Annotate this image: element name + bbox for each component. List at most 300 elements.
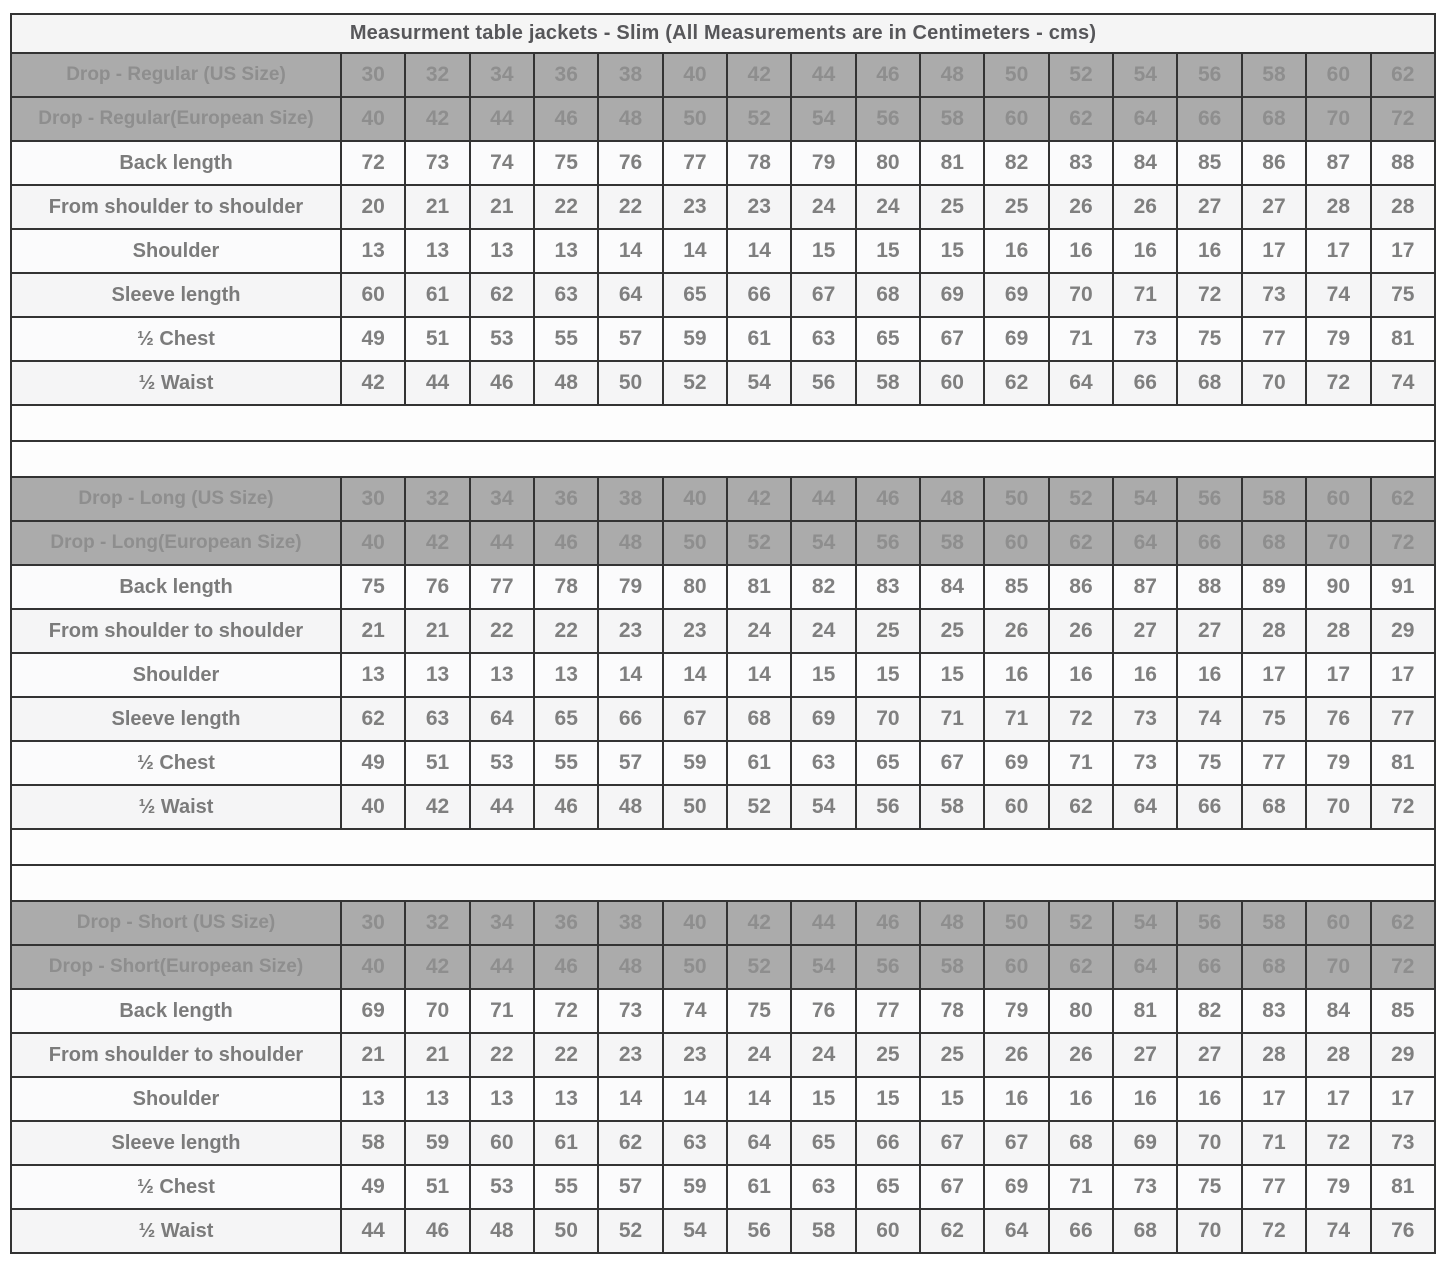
measurement-value-cell: 62 [341,697,405,741]
us-size-cell: 60 [1306,477,1370,521]
measurement-value-cell: 67 [984,1121,1048,1165]
measurement-value-cell: 26 [984,609,1048,653]
measurement-value-cell: 62 [470,273,534,317]
us-size-cell: 52 [1049,901,1113,945]
measurement-row-label: ½ Waist [11,785,341,829]
eu-size-cell: 72 [1371,945,1436,989]
eu-size-cell: 64 [1113,945,1177,989]
measurement-value-cell: 77 [1371,697,1436,741]
measurement-value-cell: 64 [1113,785,1177,829]
measurement-value-cell: 25 [856,609,920,653]
measurement-value-cell: 60 [920,361,984,405]
measurement-value-cell: 81 [727,565,791,609]
size-header-label: Drop - Regular (US Size) [11,53,341,97]
us-size-cell: 62 [1371,477,1436,521]
section-spacer-row [11,829,1435,865]
size-header-label: Drop - Regular(European Size) [11,97,341,141]
measurement-value-cell: 79 [1306,741,1370,785]
eu-size-cell: 62 [1049,945,1113,989]
measurement-value-cell: 82 [791,565,855,609]
measurement-value-cell: 59 [663,1165,727,1209]
measurement-value-cell: 16 [1049,653,1113,697]
us-size-cell: 62 [1371,901,1436,945]
measurement-value-cell: 71 [1049,741,1113,785]
measurement-value-cell: 79 [791,141,855,185]
measurement-value-cell: 72 [1371,785,1436,829]
eu-size-cell: 60 [984,97,1048,141]
measurement-value-cell: 78 [727,141,791,185]
measurement-row-label: ½ Waist [11,1209,341,1253]
eu-size-cell: 56 [856,945,920,989]
measurement-value-cell: 77 [663,141,727,185]
us-size-cell: 36 [534,53,598,97]
measurement-row-label: ½ Waist [11,361,341,405]
eu-size-cell: 64 [1113,97,1177,141]
us-size-cell: 34 [470,477,534,521]
measurement-value-cell: 25 [984,185,1048,229]
measurement-value-cell: 84 [1113,141,1177,185]
eu-size-header-row-long [11,521,1435,565]
measurement-value-cell: 60 [470,1121,534,1165]
us-size-cell: 60 [1306,53,1370,97]
measurement-value-cell: 51 [405,1165,469,1209]
spacer-cell [11,829,1435,865]
measurement-value-cell: 75 [534,141,598,185]
measurement-value-cell: 24 [791,185,855,229]
measurement-value-cell: 89 [1242,565,1306,609]
measurement-value-cell: 13 [470,653,534,697]
measurement-value-cell: 75 [1177,741,1241,785]
measurement-value-cell: 75 [1371,273,1436,317]
eu-size-cell: 60 [984,945,1048,989]
us-size-cell: 36 [534,901,598,945]
spacer-cell [11,865,1435,901]
measurement-value-cell: 76 [1306,697,1370,741]
measurement-value-cell: 73 [405,141,469,185]
measurement-value-cell: 44 [341,1209,405,1253]
measurement-row [11,141,1435,185]
measurement-value-cell: 21 [341,1033,405,1077]
measurement-row [11,273,1435,317]
measurement-value-cell: 55 [534,741,598,785]
measurement-value-cell: 16 [1177,653,1241,697]
eu-size-cell: 56 [856,521,920,565]
measurement-value-cell: 69 [1113,1121,1177,1165]
measurement-value-cell: 53 [470,741,534,785]
measurement-row [11,609,1435,653]
table-body [11,53,1435,1253]
measurement-value-cell: 66 [1177,785,1241,829]
us-size-cell: 38 [598,901,662,945]
measurement-value-cell: 14 [598,653,662,697]
eu-size-cell: 50 [663,97,727,141]
measurement-value-cell: 72 [1306,1121,1370,1165]
measurement-value-cell: 69 [920,273,984,317]
measurement-value-cell: 54 [727,361,791,405]
measurement-row-label: Sleeve length [11,697,341,741]
measurement-value-cell: 27 [1177,609,1241,653]
measurement-value-cell: 26 [1049,1033,1113,1077]
eu-size-cell: 42 [405,521,469,565]
size-header-label: Drop - Long(European Size) [11,521,341,565]
eu-size-cell: 68 [1242,97,1306,141]
measurement-value-cell: 16 [1049,1077,1113,1121]
measurement-value-cell: 51 [405,741,469,785]
measurement-value-cell: 14 [663,1077,727,1121]
measurement-value-cell: 88 [1177,565,1241,609]
measurement-value-cell: 74 [1306,1209,1370,1253]
measurement-value-cell: 27 [1113,609,1177,653]
measurement-value-cell: 74 [470,141,534,185]
measurement-value-cell: 73 [1113,317,1177,361]
measurement-value-cell: 70 [1306,785,1370,829]
us-size-cell: 52 [1049,53,1113,97]
measurement-value-cell: 81 [1371,741,1436,785]
us-size-cell: 54 [1113,477,1177,521]
measurement-row-label: From shoulder to shoulder [11,1033,341,1077]
measurement-value-cell: 67 [920,741,984,785]
us-size-cell: 48 [920,477,984,521]
measurement-row [11,1077,1435,1121]
measurement-value-cell: 24 [791,609,855,653]
eu-size-cell: 42 [405,945,469,989]
measurement-value-cell: 24 [856,185,920,229]
us-size-cell: 46 [856,901,920,945]
measurement-value-cell: 66 [1049,1209,1113,1253]
measurement-value-cell: 91 [1371,565,1436,609]
measurement-value-cell: 85 [984,565,1048,609]
measurement-row-label: Back length [11,989,341,1033]
measurement-value-cell: 70 [856,697,920,741]
measurement-value-cell: 68 [1177,361,1241,405]
measurement-value-cell: 65 [791,1121,855,1165]
measurement-value-cell: 22 [470,609,534,653]
us-size-cell: 42 [727,477,791,521]
spacer-cell [11,405,1435,441]
measurement-value-cell: 44 [470,785,534,829]
measurement-value-cell: 17 [1242,1077,1306,1121]
measurement-value-cell: 29 [1371,609,1436,653]
measurement-value-cell: 13 [405,229,469,273]
eu-size-cell: 52 [727,97,791,141]
us-size-cell: 54 [1113,901,1177,945]
measurement-value-cell: 77 [470,565,534,609]
measurement-value-cell: 55 [534,1165,598,1209]
us-size-cell: 32 [405,477,469,521]
eu-size-cell: 58 [920,521,984,565]
us-size-cell: 40 [663,477,727,521]
measurement-value-cell: 24 [727,1033,791,1077]
measurement-value-cell: 62 [1049,785,1113,829]
us-size-cell: 40 [663,901,727,945]
measurement-value-cell: 63 [405,697,469,741]
eu-size-cell: 58 [920,945,984,989]
measurement-row [11,229,1435,273]
measurement-value-cell: 54 [791,785,855,829]
measurement-value-cell: 81 [1371,1165,1436,1209]
measurement-value-cell: 63 [663,1121,727,1165]
measurement-value-cell: 58 [341,1121,405,1165]
measurement-value-cell: 71 [1242,1121,1306,1165]
measurement-value-cell: 70 [1177,1121,1241,1165]
measurement-value-cell: 75 [341,565,405,609]
measurement-value-cell: 61 [727,1165,791,1209]
measurement-value-cell: 49 [341,741,405,785]
measurement-value-cell: 79 [1306,317,1370,361]
measurement-row [11,317,1435,361]
eu-size-cell: 54 [791,521,855,565]
measurement-value-cell: 56 [727,1209,791,1253]
us-size-header-row-long [11,477,1435,521]
us-size-cell: 38 [598,477,662,521]
size-header-label: Drop - Short (US Size) [11,901,341,945]
eu-size-cell: 44 [470,521,534,565]
us-size-cell: 44 [791,901,855,945]
measurement-row [11,1165,1435,1209]
measurement-row [11,989,1435,1033]
measurement-value-cell: 69 [984,741,1048,785]
measurement-value-cell: 60 [856,1209,920,1253]
us-size-cell: 58 [1242,53,1306,97]
measurement-value-cell: 67 [920,1165,984,1209]
measurement-value-cell: 65 [534,697,598,741]
measurement-value-cell: 77 [1242,741,1306,785]
measurement-value-cell: 77 [1242,1165,1306,1209]
measurement-row-label: Shoulder [11,229,341,273]
section-spacer-row [11,441,1435,477]
measurement-value-cell: 68 [727,697,791,741]
measurement-value-cell: 28 [1306,185,1370,229]
measurement-value-cell: 52 [727,785,791,829]
measurement-value-cell: 28 [1242,1033,1306,1077]
us-size-cell: 30 [341,477,405,521]
eu-size-cell: 42 [405,97,469,141]
measurement-value-cell: 73 [1113,697,1177,741]
measurement-value-cell: 14 [727,653,791,697]
measurement-value-cell: 64 [1049,361,1113,405]
eu-size-cell: 64 [1113,521,1177,565]
eu-size-cell: 40 [341,97,405,141]
measurement-value-cell: 67 [920,1121,984,1165]
measurement-value-cell: 44 [405,361,469,405]
measurement-value-cell: 72 [1242,1209,1306,1253]
us-size-cell: 56 [1177,53,1241,97]
measurement-value-cell: 53 [470,317,534,361]
measurement-value-cell: 67 [663,697,727,741]
us-size-cell: 56 [1177,901,1241,945]
measurement-value-cell: 82 [984,141,1048,185]
measurement-value-cell: 58 [920,785,984,829]
measurement-value-cell: 48 [534,361,598,405]
us-size-cell: 58 [1242,477,1306,521]
measurement-value-cell: 25 [920,1033,984,1077]
measurement-value-cell: 15 [920,229,984,273]
measurement-value-cell: 15 [920,1077,984,1121]
measurement-value-cell: 71 [920,697,984,741]
measurement-value-cell: 27 [1113,1033,1177,1077]
eu-size-cell: 70 [1306,521,1370,565]
measurement-row-label: ½ Chest [11,741,341,785]
measurement-value-cell: 13 [470,229,534,273]
measurement-value-cell: 68 [1113,1209,1177,1253]
measurement-value-cell: 81 [920,141,984,185]
eu-size-cell: 60 [984,521,1048,565]
measurement-row-label: Sleeve length [11,1121,341,1165]
measurement-value-cell: 49 [341,317,405,361]
measurement-value-cell: 23 [727,185,791,229]
measurement-row-label: Shoulder [11,653,341,697]
measurement-value-cell: 58 [856,361,920,405]
measurement-value-cell: 23 [598,609,662,653]
measurement-row [11,697,1435,741]
measurement-value-cell: 16 [1113,653,1177,697]
measurement-value-cell: 88 [1371,141,1436,185]
us-size-cell: 30 [341,901,405,945]
measurement-value-cell: 22 [470,1033,534,1077]
measurement-value-cell: 75 [1177,1165,1241,1209]
measurement-row [11,785,1435,829]
measurement-value-cell: 21 [470,185,534,229]
measurement-value-cell: 17 [1306,1077,1370,1121]
measurement-value-cell: 75 [1242,697,1306,741]
measurement-value-cell: 15 [856,1077,920,1121]
eu-size-cell: 72 [1371,97,1436,141]
measurement-value-cell: 65 [663,273,727,317]
measurement-value-cell: 56 [791,361,855,405]
measurement-value-cell: 14 [598,1077,662,1121]
measurement-value-cell: 71 [1113,273,1177,317]
measurement-value-cell: 87 [1113,565,1177,609]
measurement-value-cell: 69 [984,1165,1048,1209]
measurement-value-cell: 66 [856,1121,920,1165]
measurement-value-cell: 14 [727,229,791,273]
measurement-value-cell: 13 [405,653,469,697]
measurement-row [11,1121,1435,1165]
measurement-value-cell: 21 [405,1033,469,1077]
measurement-value-cell: 62 [920,1209,984,1253]
us-size-cell: 52 [1049,477,1113,521]
measurement-value-cell: 53 [470,1165,534,1209]
measurement-value-cell: 15 [856,653,920,697]
us-size-cell: 56 [1177,477,1241,521]
measurement-value-cell: 76 [1371,1209,1436,1253]
measurement-value-cell: 79 [598,565,662,609]
us-size-cell: 40 [663,53,727,97]
measurement-value-cell: 29 [1371,1033,1436,1077]
measurement-value-cell: 13 [534,1077,598,1121]
measurement-value-cell: 62 [598,1121,662,1165]
measurement-value-cell: 86 [1049,565,1113,609]
measurement-row [11,1033,1435,1077]
measurement-value-cell: 24 [727,609,791,653]
measurement-value-cell: 28 [1371,185,1436,229]
measurement-value-cell: 17 [1242,229,1306,273]
measurement-value-cell: 28 [1242,609,1306,653]
measurement-value-cell: 63 [791,317,855,361]
measurement-value-cell: 77 [856,989,920,1033]
measurement-table [10,13,1436,1254]
measurement-value-cell: 15 [920,653,984,697]
eu-size-cell: 70 [1306,97,1370,141]
measurement-value-cell: 25 [856,1033,920,1077]
us-size-cell: 44 [791,53,855,97]
measurement-value-cell: 28 [1306,1033,1370,1077]
measurement-value-cell: 23 [598,1033,662,1077]
measurement-value-cell: 65 [856,1165,920,1209]
measurement-value-cell: 72 [1177,273,1241,317]
us-size-cell: 34 [470,53,534,97]
measurement-value-cell: 63 [534,273,598,317]
measurement-value-cell: 13 [534,653,598,697]
measurement-value-cell: 75 [727,989,791,1033]
measurement-value-cell: 26 [1049,185,1113,229]
eu-size-cell: 44 [470,945,534,989]
measurement-value-cell: 74 [1306,273,1370,317]
measurement-value-cell: 57 [598,1165,662,1209]
us-size-header-row-short [11,901,1435,945]
measurement-value-cell: 65 [856,317,920,361]
measurement-value-cell: 27 [1177,1033,1241,1077]
measurement-value-cell: 17 [1242,653,1306,697]
measurement-value-cell: 42 [405,785,469,829]
measurement-value-cell: 84 [920,565,984,609]
measurement-value-cell: 60 [341,273,405,317]
eu-size-cell: 68 [1242,945,1306,989]
measurement-row-label: Back length [11,141,341,185]
measurement-row-label: Back length [11,565,341,609]
measurement-value-cell: 27 [1242,185,1306,229]
measurement-value-cell: 16 [1177,229,1241,273]
eu-size-cell: 52 [727,945,791,989]
eu-size-cell: 54 [791,97,855,141]
measurement-value-cell: 63 [791,741,855,785]
measurement-value-cell: 58 [791,1209,855,1253]
measurement-value-cell: 16 [1113,1077,1177,1121]
us-size-cell: 42 [727,901,791,945]
measurement-value-cell: 14 [663,229,727,273]
measurement-value-cell: 72 [1049,697,1113,741]
eu-size-cell: 48 [598,97,662,141]
measurement-value-cell: 76 [791,989,855,1033]
measurement-value-cell: 76 [598,141,662,185]
us-size-cell: 32 [405,53,469,97]
us-size-header-row-regular [11,53,1435,97]
measurement-value-cell: 13 [534,229,598,273]
measurement-value-cell: 70 [405,989,469,1033]
measurement-value-cell: 70 [1049,273,1113,317]
measurement-value-cell: 46 [405,1209,469,1253]
measurement-row [11,185,1435,229]
measurement-value-cell: 49 [341,1165,405,1209]
measurement-value-cell: 50 [598,361,662,405]
section-spacer-row [11,405,1435,441]
measurement-row-label: ½ Chest [11,317,341,361]
measurement-value-cell: 80 [1049,989,1113,1033]
measurement-value-cell: 77 [1242,317,1306,361]
measurement-row-label: From shoulder to shoulder [11,185,341,229]
measurement-value-cell: 69 [791,697,855,741]
measurement-value-cell: 79 [1306,1165,1370,1209]
size-header-label: Drop - Long (US Size) [11,477,341,521]
measurement-value-cell: 24 [791,1033,855,1077]
eu-size-cell: 54 [791,945,855,989]
measurement-value-cell: 87 [1306,141,1370,185]
measurement-value-cell: 64 [984,1209,1048,1253]
measurement-value-cell: 27 [1177,185,1241,229]
measurement-value-cell: 52 [598,1209,662,1253]
measurement-value-cell: 17 [1371,1077,1436,1121]
measurement-row [11,653,1435,697]
